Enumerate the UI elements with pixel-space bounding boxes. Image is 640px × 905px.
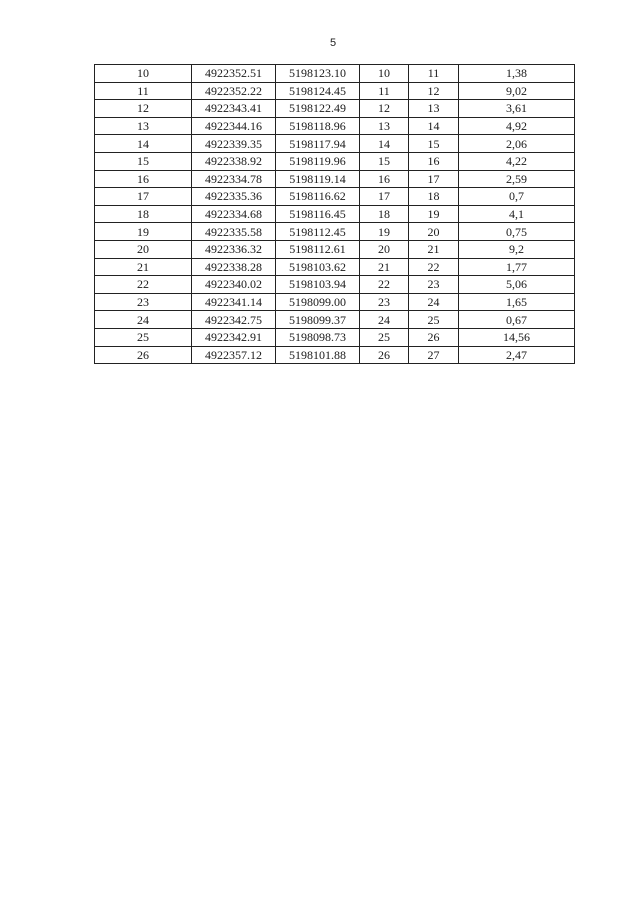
point-number-cell: 16 xyxy=(95,170,192,188)
point-number-cell: 23 xyxy=(95,293,192,311)
x-coordinate-cell: 4922352.51 xyxy=(192,65,276,83)
x-coordinate-cell: 4922342.91 xyxy=(192,328,276,346)
segment-from-cell: 26 xyxy=(360,346,409,364)
x-coordinate-cell: 4922334.68 xyxy=(192,205,276,223)
y-coordinate-cell: 5198123.10 xyxy=(276,65,360,83)
x-coordinate-cell: 4922339.35 xyxy=(192,135,276,153)
segment-length-cell: 4,1 xyxy=(459,205,575,223)
segment-length-cell: 1,38 xyxy=(459,65,575,83)
segment-to-cell: 19 xyxy=(409,205,459,223)
y-coordinate-cell: 5198098.73 xyxy=(276,328,360,346)
segment-length-cell: 0,67 xyxy=(459,311,575,329)
segment-length-cell: 1,77 xyxy=(459,258,575,276)
segment-to-cell: 13 xyxy=(409,100,459,118)
segment-length-cell: 14,56 xyxy=(459,328,575,346)
point-number-cell: 19 xyxy=(95,223,192,241)
table-row xyxy=(95,152,575,170)
x-coordinate-cell: 4922334.78 xyxy=(192,170,276,188)
segment-to-cell: 26 xyxy=(409,328,459,346)
table-row xyxy=(95,65,575,83)
x-coordinate-cell: 4922357.12 xyxy=(192,346,276,364)
segment-to-cell: 24 xyxy=(409,293,459,311)
point-number-cell: 26 xyxy=(95,346,192,364)
y-coordinate-cell: 5198099.37 xyxy=(276,311,360,329)
y-coordinate-cell: 5198112.45 xyxy=(276,223,360,241)
segment-to-cell: 16 xyxy=(409,152,459,170)
table-row xyxy=(95,117,575,135)
segment-to-cell: 23 xyxy=(409,276,459,294)
segment-from-cell: 14 xyxy=(360,135,409,153)
coordinates-table xyxy=(94,64,575,364)
segment-from-cell: 10 xyxy=(360,65,409,83)
point-number-cell: 20 xyxy=(95,240,192,258)
table-row xyxy=(95,170,575,188)
y-coordinate-cell: 5198119.96 xyxy=(276,152,360,170)
segment-to-cell: 17 xyxy=(409,170,459,188)
point-number-cell: 17 xyxy=(95,188,192,206)
point-number-cell: 10 xyxy=(95,65,192,83)
table-row xyxy=(95,205,575,223)
segment-from-cell: 18 xyxy=(360,205,409,223)
segment-length-cell: 4,92 xyxy=(459,117,575,135)
x-coordinate-cell: 4922335.36 xyxy=(192,188,276,206)
x-coordinate-cell: 4922344.16 xyxy=(192,117,276,135)
point-number-cell: 18 xyxy=(95,205,192,223)
segment-to-cell: 21 xyxy=(409,240,459,258)
y-coordinate-cell: 5198119.14 xyxy=(276,170,360,188)
table-row xyxy=(95,328,575,346)
segment-length-cell: 9,2 xyxy=(459,240,575,258)
segment-to-cell: 27 xyxy=(409,346,459,364)
segment-from-cell: 15 xyxy=(360,152,409,170)
segment-from-cell: 22 xyxy=(360,276,409,294)
point-number-cell: 22 xyxy=(95,276,192,294)
point-number-cell: 14 xyxy=(95,135,192,153)
segment-length-cell: 9,02 xyxy=(459,82,575,100)
y-coordinate-cell: 5198116.62 xyxy=(276,188,360,206)
segment-length-cell: 2,06 xyxy=(459,135,575,153)
y-coordinate-cell: 5198099.00 xyxy=(276,293,360,311)
segment-from-cell: 19 xyxy=(360,223,409,241)
segment-from-cell: 23 xyxy=(360,293,409,311)
x-coordinate-cell: 4922340.02 xyxy=(192,276,276,294)
segment-length-cell: 3,61 xyxy=(459,100,575,118)
point-number-cell: 15 xyxy=(95,152,192,170)
table-row xyxy=(95,188,575,206)
y-coordinate-cell: 5198124.45 xyxy=(276,82,360,100)
segment-length-cell: 4,22 xyxy=(459,152,575,170)
point-number-cell: 21 xyxy=(95,258,192,276)
table-row xyxy=(95,240,575,258)
segment-from-cell: 17 xyxy=(360,188,409,206)
segment-to-cell: 25 xyxy=(409,311,459,329)
y-coordinate-cell: 5198116.45 xyxy=(276,205,360,223)
segment-from-cell: 13 xyxy=(360,117,409,135)
segment-from-cell: 11 xyxy=(360,82,409,100)
y-coordinate-cell: 5198122.49 xyxy=(276,100,360,118)
segment-length-cell: 5,06 xyxy=(459,276,575,294)
segment-length-cell: 0,7 xyxy=(459,188,575,206)
table-row xyxy=(95,276,575,294)
y-coordinate-cell: 5198118.96 xyxy=(276,117,360,135)
x-coordinate-cell: 4922335.58 xyxy=(192,223,276,241)
table-row xyxy=(95,293,575,311)
y-coordinate-cell: 5198117.94 xyxy=(276,135,360,153)
segment-to-cell: 22 xyxy=(409,258,459,276)
table-row xyxy=(95,311,575,329)
point-number-cell: 13 xyxy=(95,117,192,135)
segment-length-cell: 2,59 xyxy=(459,170,575,188)
segment-to-cell: 12 xyxy=(409,82,459,100)
point-number-cell: 12 xyxy=(95,100,192,118)
x-coordinate-cell: 4922338.28 xyxy=(192,258,276,276)
segment-to-cell: 15 xyxy=(409,135,459,153)
table-row xyxy=(95,135,575,153)
table-row xyxy=(95,346,575,364)
x-coordinate-cell: 4922342.75 xyxy=(192,311,276,329)
x-coordinate-cell: 4922338.92 xyxy=(192,152,276,170)
segment-to-cell: 14 xyxy=(409,117,459,135)
coordinates-table-body xyxy=(95,65,575,364)
table-row xyxy=(95,100,575,118)
y-coordinate-cell: 5198101.88 xyxy=(276,346,360,364)
point-number-cell: 11 xyxy=(95,82,192,100)
y-coordinate-cell: 5198112.61 xyxy=(276,240,360,258)
segment-length-cell: 1,65 xyxy=(459,293,575,311)
segment-from-cell: 20 xyxy=(360,240,409,258)
segment-to-cell: 18 xyxy=(409,188,459,206)
y-coordinate-cell: 5198103.94 xyxy=(276,276,360,294)
segment-to-cell: 20 xyxy=(409,223,459,241)
table-row xyxy=(95,223,575,241)
segment-from-cell: 24 xyxy=(360,311,409,329)
x-coordinate-cell: 4922341.14 xyxy=(192,293,276,311)
table-row xyxy=(95,82,575,100)
x-coordinate-cell: 4922343.41 xyxy=(192,100,276,118)
point-number-cell: 24 xyxy=(95,311,192,329)
segment-length-cell: 0,75 xyxy=(459,223,575,241)
page-number: 5 xyxy=(329,37,337,49)
segment-from-cell: 12 xyxy=(360,100,409,118)
x-coordinate-cell: 4922352.22 xyxy=(192,82,276,100)
segment-length-cell: 2,47 xyxy=(459,346,575,364)
segment-to-cell: 11 xyxy=(409,65,459,83)
segment-from-cell: 25 xyxy=(360,328,409,346)
x-coordinate-cell: 4922336.32 xyxy=(192,240,276,258)
y-coordinate-cell: 5198103.62 xyxy=(276,258,360,276)
point-number-cell: 25 xyxy=(95,328,192,346)
table-row xyxy=(95,258,575,276)
segment-from-cell: 16 xyxy=(360,170,409,188)
segment-from-cell: 21 xyxy=(360,258,409,276)
